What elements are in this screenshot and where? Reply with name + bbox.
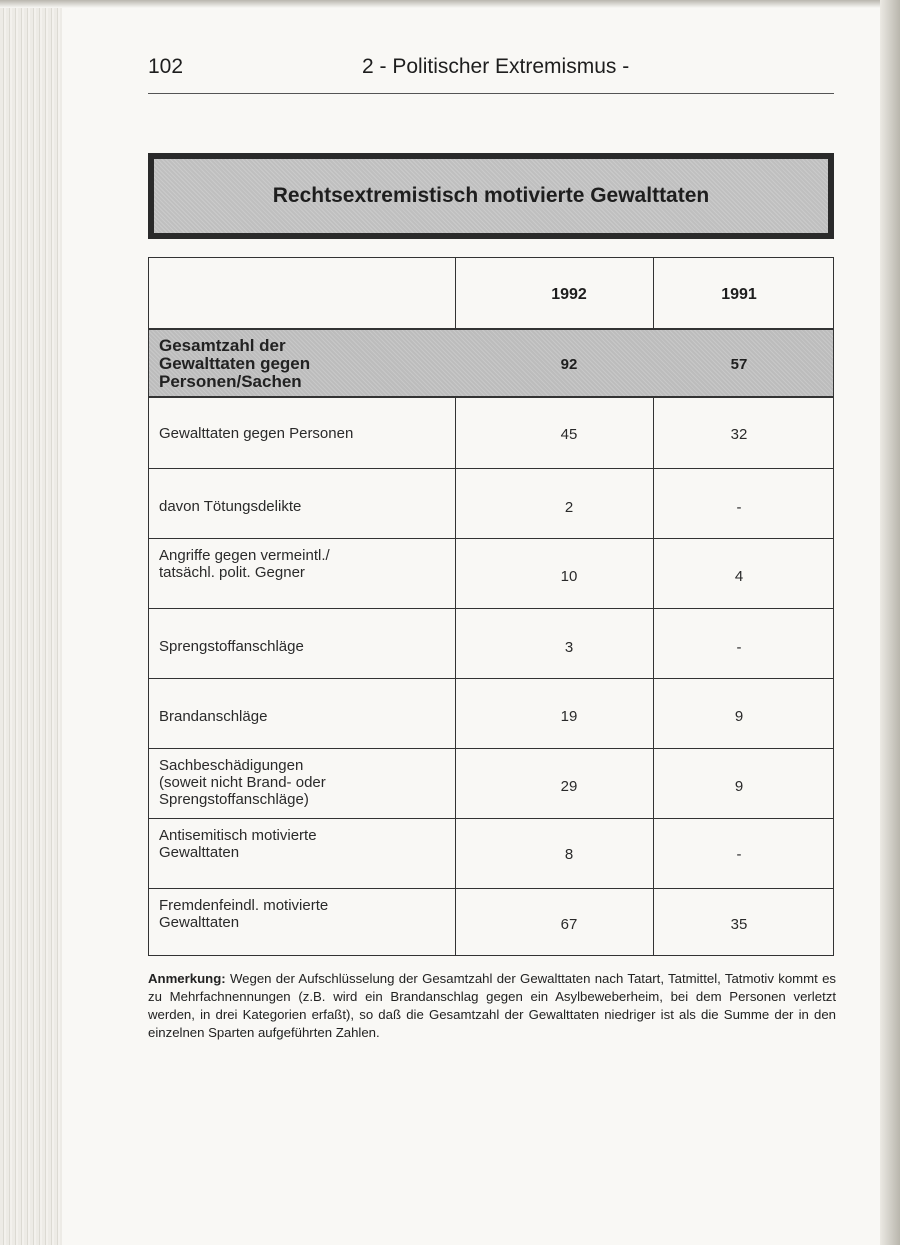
value-1992: 10 xyxy=(560,568,578,585)
label-line: tatsächl. polit. Gegner xyxy=(159,564,305,581)
footnote-text: Wegen der Aufschlüsselung der Gesamtzahl der Gewalttaten nach Tatart, Tatmittel, Tatmotiv kommt es zu Mehrfachnennungen (z.B. wird ein Brandanschlag gegen ein Asylbeweberheim, bei dem Personen verletzt werden, in drei Kategorien erfaßt), so daß die Gesamtzahl der Gewalttaten niedriger ist als die Summe der in den einzelnen Sparten aufgeführten Zahlen. xyxy=(148,971,837,1040)
table-row xyxy=(149,748,833,818)
value-1992: 29 xyxy=(560,778,578,795)
label-line: Gewalttaten xyxy=(159,914,240,931)
value-1991: - xyxy=(736,639,742,656)
top-edge xyxy=(0,0,900,8)
running-title: 2 - Politischer Extremismus - xyxy=(362,55,630,78)
row-label xyxy=(159,897,328,931)
label-line: Personen/Sachen xyxy=(159,372,302,391)
row-label xyxy=(159,757,326,808)
label-line: Gewalttaten gegen xyxy=(159,354,311,373)
table-row xyxy=(149,538,833,608)
table-title-box xyxy=(148,153,834,239)
value-1991: - xyxy=(736,499,742,516)
table-row xyxy=(149,678,833,748)
table-row xyxy=(149,608,833,678)
binding-edge xyxy=(0,0,62,1245)
value-1991: 32 xyxy=(730,426,748,443)
label-line: Gesamtzahl der xyxy=(159,336,286,355)
value-1992: 3 xyxy=(564,639,574,656)
value-1992: 8 xyxy=(564,846,574,863)
table-title: Rechtsextremistisch motivierte Gewalttaten xyxy=(272,184,710,207)
label-line: Sprengstoffanschläge) xyxy=(159,791,309,808)
value-1992: 19 xyxy=(560,708,578,725)
label-line: davon Tötungsdelikte xyxy=(159,498,302,515)
table-row xyxy=(149,888,833,955)
statistics-table xyxy=(148,257,834,956)
label-line: Sachbeschädigungen xyxy=(159,757,304,774)
table-row xyxy=(149,468,833,538)
page-header xyxy=(148,55,834,85)
label-line: (soweit nicht Brand- oder xyxy=(159,774,326,791)
label-line: Fremdenfeindl. motivierte xyxy=(159,897,329,914)
label-line: Angriffe gegen vermeintl./ xyxy=(159,547,330,564)
row-label xyxy=(159,498,301,515)
value-1991: 9 xyxy=(734,778,744,795)
header-rule xyxy=(148,93,834,94)
value-1991: 35 xyxy=(730,916,748,933)
label-line: Sprengstoffanschläge xyxy=(159,638,304,655)
page-number: 102 xyxy=(148,55,184,78)
label-line: Gewalttaten xyxy=(159,844,240,861)
value-1992: 45 xyxy=(560,426,578,443)
label-line: Brandanschläge xyxy=(159,708,268,725)
table-row xyxy=(149,818,833,888)
column-header-1991: 1991 xyxy=(721,286,757,303)
value-1991: 4 xyxy=(734,568,744,585)
total-value-1992: 92 xyxy=(560,356,578,373)
total-row xyxy=(149,328,833,398)
total-row-label xyxy=(159,337,310,391)
row-label xyxy=(159,827,317,861)
value-1991: - xyxy=(736,846,742,863)
value-1992: 67 xyxy=(560,916,578,933)
row-label xyxy=(159,547,330,581)
label-line: Gewalttaten gegen Personen xyxy=(159,425,354,442)
value-1992: 2 xyxy=(564,499,574,516)
label-line: Antisemitisch motivierte xyxy=(159,827,317,844)
column-header-1992: 1992 xyxy=(551,286,587,303)
row-label xyxy=(159,708,267,725)
table-row xyxy=(149,398,833,468)
right-edge xyxy=(880,0,900,1245)
footnote-label: Anmerkung: xyxy=(148,971,226,986)
footnote xyxy=(148,970,836,1042)
row-label xyxy=(159,425,353,442)
value-1991: 9 xyxy=(734,708,744,725)
total-value-1991: 57 xyxy=(730,356,748,373)
row-label xyxy=(159,638,304,655)
